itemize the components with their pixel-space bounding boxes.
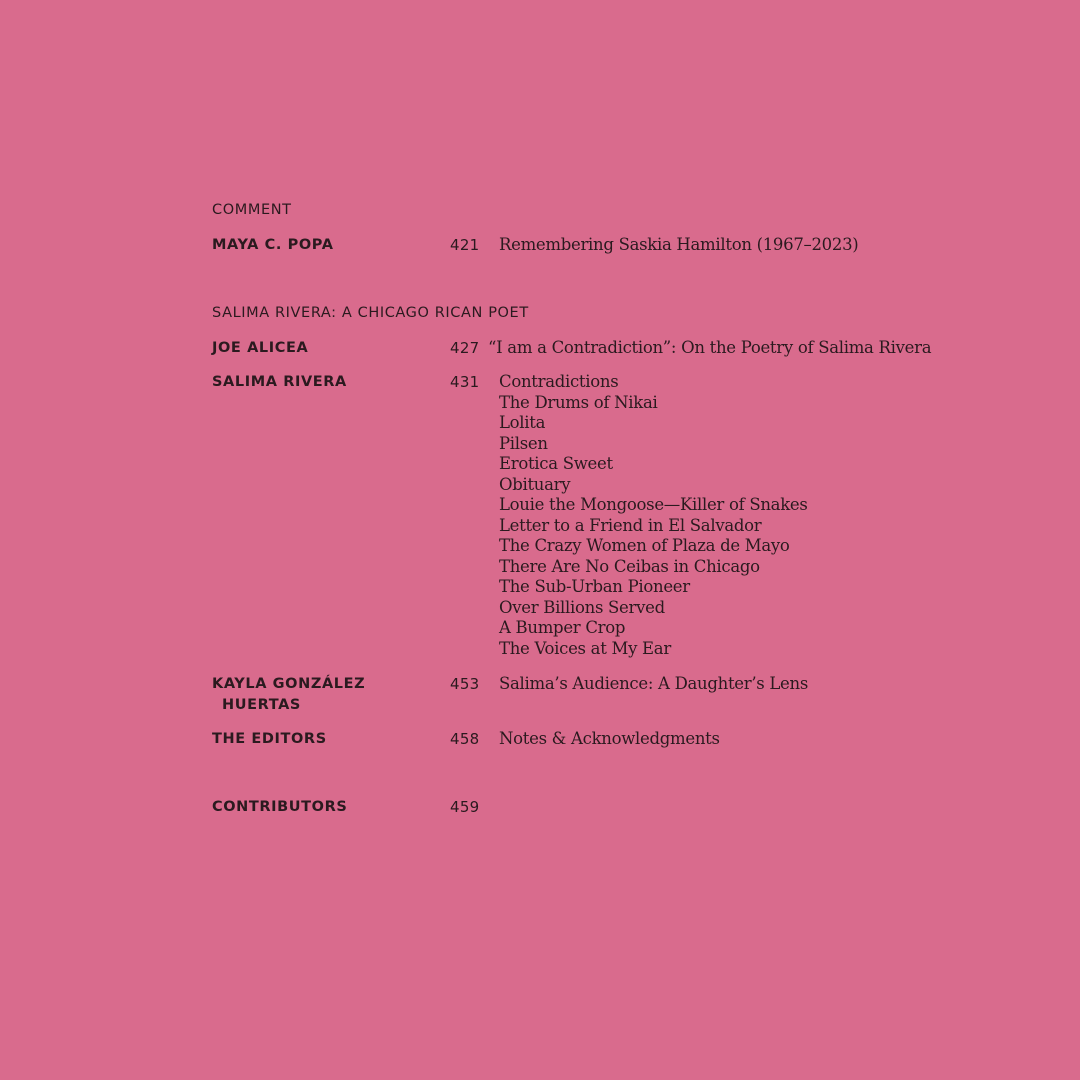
- poem-title: The Voices at My Ear: [499, 638, 671, 658]
- poem-title: The Sub-Urban Pioneer: [499, 577, 690, 596]
- poem-title: Erotica Sweet: [499, 454, 613, 473]
- entry-author: SALIMA RIVERA: [212, 374, 347, 390]
- entry-title: “I am a Contradiction”: On the Poetry of Salima Rivera: [488, 338, 932, 357]
- section-heading-comment: COMMENT: [212, 202, 292, 218]
- entry-page-number: 458: [450, 730, 480, 748]
- poem-title: Over Billions Served: [499, 597, 665, 617]
- entry-titles: [499, 372, 808, 659]
- entry-author: MAYA C. POPA: [212, 237, 334, 253]
- poem-title: Contradictions: [499, 372, 619, 391]
- poem-title: The Drums of Nikai: [499, 392, 658, 412]
- author-name-line: HUERTAS: [222, 696, 301, 713]
- entry-page-number: 427: [450, 339, 480, 357]
- entry-title: Salima’s Audience: A Daughter’s Lens: [499, 674, 809, 693]
- poem-title: Pilsen: [499, 433, 548, 453]
- poem-title: The Crazy Women of Plaza de Mayo: [499, 536, 790, 555]
- entry-author: [212, 674, 365, 715]
- entry-author: JOE ALICEA: [212, 340, 309, 356]
- entry-titles: [499, 235, 858, 256]
- entry-titles: [499, 674, 808, 695]
- entry-page-number: 421: [450, 236, 480, 254]
- poem-title: A Bumper Crop: [499, 618, 626, 637]
- author-name-line: KAYLA GONZÁLEZ: [212, 676, 366, 692]
- poem-title: Obituary: [499, 474, 571, 494]
- entry-titles: [488, 338, 931, 359]
- entry-page-number: 453: [450, 675, 480, 693]
- entry-author: THE EDITORS: [212, 731, 327, 747]
- entry-author: CONTRIBUTORS: [212, 799, 348, 815]
- entry-title: Notes & Acknowledgments: [499, 729, 720, 748]
- entry-titles: [499, 729, 720, 750]
- entry-page-number: 431: [450, 373, 480, 391]
- poem-title: Lolita: [499, 413, 546, 432]
- entry-title: Remembering Saskia Hamilton (1967–2023): [499, 235, 859, 254]
- section-heading-salima-rivera: SALIMA RIVERA: A CHICAGO RICAN POET: [212, 305, 529, 321]
- poem-title: There Are No Ceibas in Chicago: [499, 556, 760, 576]
- entry-page-number: 459: [450, 798, 480, 816]
- poem-title: Louie the Mongoose—Killer of Snakes: [499, 495, 808, 514]
- poem-title: Letter to a Friend in El Salvador: [499, 515, 762, 535]
